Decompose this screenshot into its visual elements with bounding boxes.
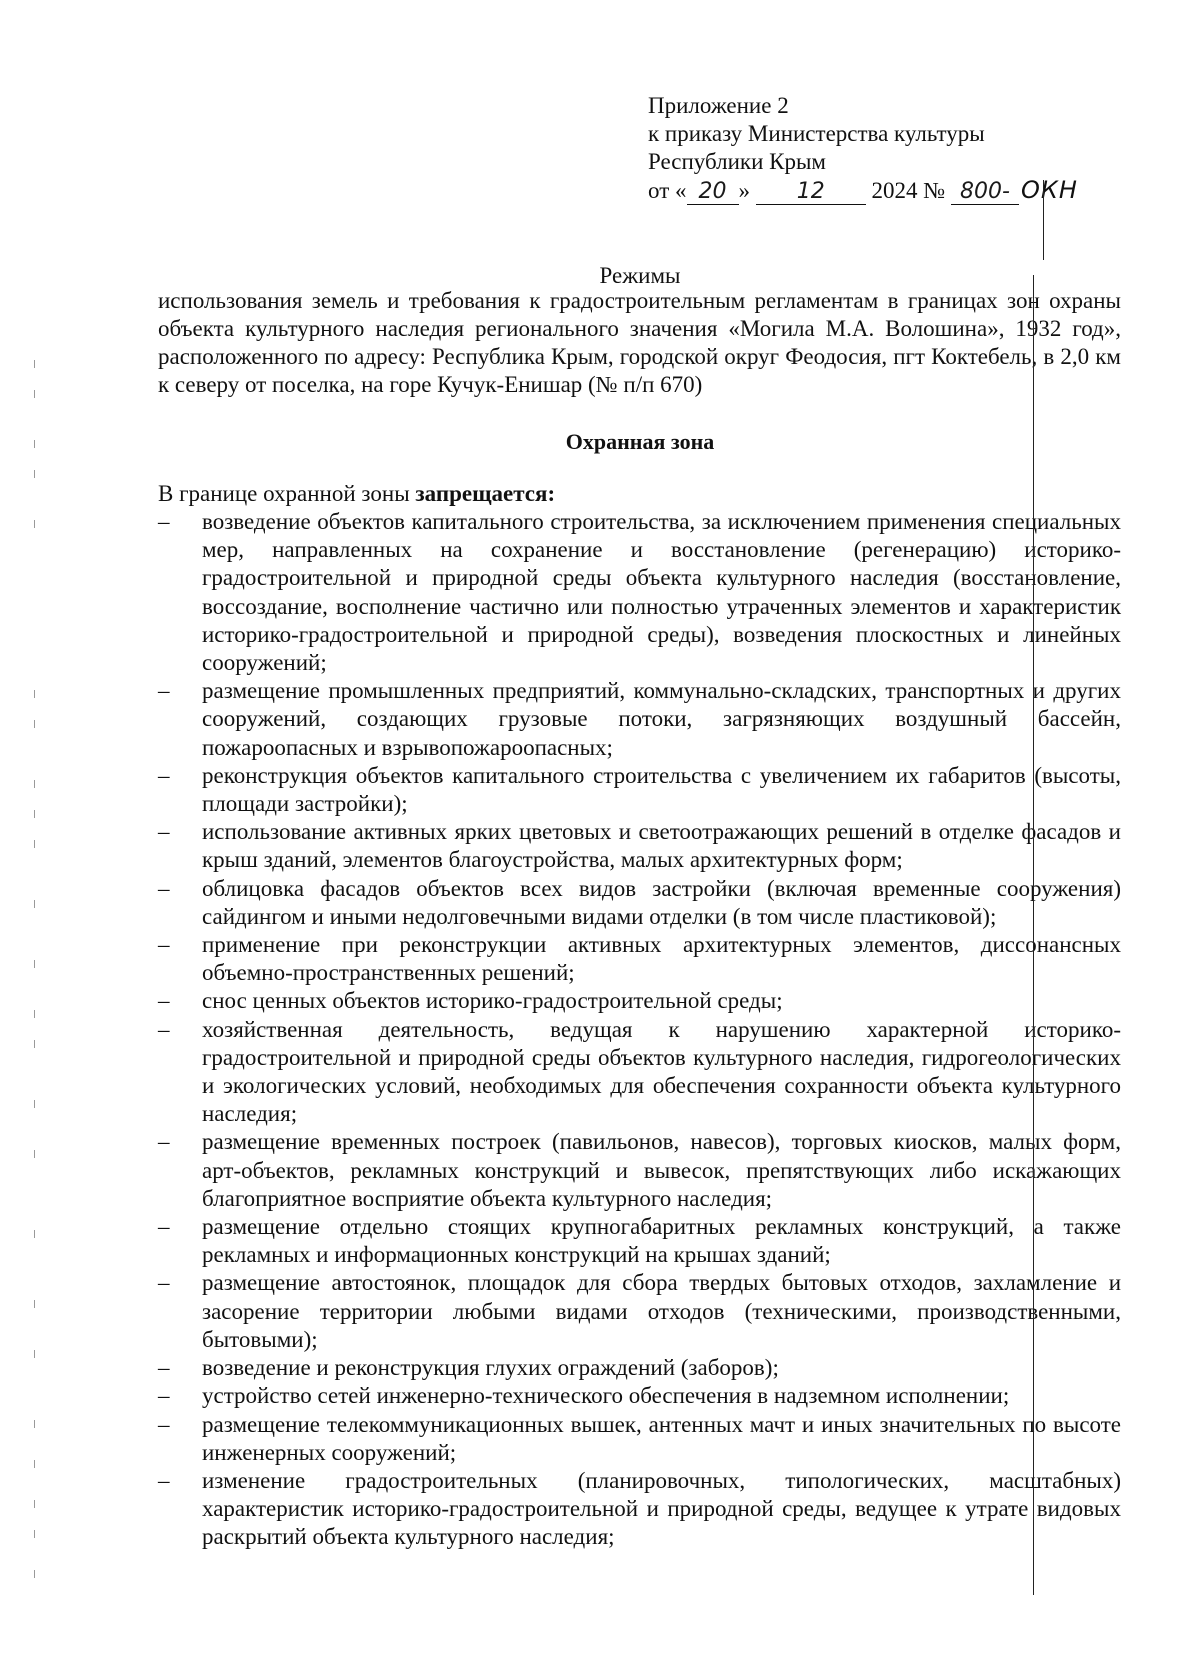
lead-sentence	[158, 480, 555, 508]
document-intro: использования земель и требования к градостроительным регламентам в границах зон охраны объекта культурного наследия регионального значения «Могила М.А. Волошина», 1932 год», расположенного по адресу: Республика Крым, городской округ Феодосия, пгт Коктебель, в 2,0 км к северу от поселка, на горе Кучук-Енишар (№ п/п 670)	[158, 288, 1121, 397]
lead-text: В границе охранной зоны	[158, 481, 416, 506]
section-heading: Охранная зона	[565, 429, 715, 454]
list-bullet: –	[158, 1016, 170, 1042]
appendix-line-2: к приказу Министерства культуры	[648, 121, 985, 146]
list-bullet: –	[158, 509, 170, 534]
list-bullet: –	[158, 1411, 170, 1437]
list-item	[158, 1213, 1121, 1269]
list-item-text: хозяйственная деятельность, ведущая к нарушению характерной историко-градостроительной и природной среды объектов культурного наследия, гидрогеологических и экологических условий, необходимых для обеспечения сохранности объекта культурного наследия;	[202, 1016, 1121, 1127]
scan-edge-mark	[34, 1010, 35, 1018]
list-item-text: размещение промышленных предприятий, коммунально-складских, транспортных и других сооружений, создающих грузовые потоки, загрязняющих воздушный бассейн, пожароопасных и взрывопожароопасных;	[202, 678, 1121, 760]
list-item	[158, 508, 1121, 677]
order-number-suffix: ОКН	[1020, 176, 1078, 204]
list-item	[158, 1382, 1121, 1410]
appendix-line-1: Приложение 2	[648, 93, 789, 118]
appendix-date-line	[648, 176, 1078, 205]
list-item-text: изменение градостроительных (планировочных, типологических, масштабных) характеристик историко-градостроительной и природной среды, ведущее к утрате видовых раскрытий объекта культурного наследия;	[202, 1467, 1121, 1550]
list-item-text: размещение временных построек (павильонов, навесов), торговых киосков, малых форм, арт-объектов, рекламных конструкций и вывесок, препятствующих либо искажающих благоприятное восприятие объекта культурного наследия;	[202, 1129, 1121, 1211]
list-item-text: размещение отдельно стоящих крупногабаритных рекламных конструкций, а также рекламных и информационных конструкций на крышах зданий;	[202, 1214, 1121, 1268]
scan-edge-mark	[34, 810, 35, 818]
scan-edge-mark	[34, 440, 35, 448]
list-item-text: размещение телекоммуникационных вышек, антенных мачт и иных значительных по высоте инженерных сооружений;	[202, 1411, 1121, 1465]
scan-edge-mark	[34, 1500, 35, 1508]
scan-edge-mark	[34, 1040, 35, 1048]
list-bullet: –	[158, 1129, 170, 1155]
list-bullet: –	[158, 1383, 170, 1409]
date-year: 2024 №	[871, 178, 946, 203]
scan-edge-mark	[34, 1570, 35, 1578]
date-quote-close: »	[738, 178, 750, 203]
scan-edge-mark	[34, 1100, 35, 1108]
list-item	[158, 1354, 1121, 1382]
list-item	[158, 1016, 1121, 1129]
list-bullet: –	[158, 932, 170, 958]
list-item	[158, 1269, 1121, 1354]
scan-edge-mark	[34, 1150, 35, 1158]
scan-edge-mark	[34, 1350, 35, 1358]
appendix-block	[648, 92, 1078, 205]
date-prefix: от «	[648, 178, 687, 203]
list-item-text: размещение автостоянок, площадок для сбора твердых бытовых отходов, захламление и засорение территории любыми видами отходов (техническими, производственными, бытовыми);	[202, 1270, 1121, 1352]
scan-edge-mark	[34, 1300, 35, 1308]
list-item	[158, 1128, 1121, 1213]
list-item-text: применение при реконструкции активных архитектурных элементов, диссонансных объемно-пространственных решений;	[202, 932, 1121, 986]
list-bullet: –	[158, 1467, 170, 1493]
list-item	[158, 762, 1121, 818]
list-item-text: облицовка фасадов объектов всех видов застройки (включая временные сооружения) сайдингом и иными недолговечными видами отделки (в том числе пластиковой);	[202, 875, 1121, 929]
scan-edge-mark	[34, 840, 35, 848]
list-bullet: –	[158, 988, 170, 1014]
scan-edge-mark	[34, 1530, 35, 1538]
list-item	[158, 1467, 1121, 1552]
list-bullet: –	[158, 875, 170, 901]
order-number: 800-	[951, 180, 1019, 205]
list-item-text: возведение объектов капитального строительства, за исключением применения специальных мер, направленных на сохранение и восстановление (регенерацию) историко-градостроительной и природной среды объекта культурного наследия (восстановление, воссоздание, восполнение частично или полностью утраченных элементов и характеристик историко-градостроительной и природной среды), возведения плоскостных и линейных сооружений;	[202, 509, 1121, 676]
list-item	[158, 987, 1121, 1015]
scan-edge-mark	[34, 1230, 35, 1238]
list-bullet: –	[158, 819, 170, 845]
scan-vertical-line-top	[1043, 180, 1044, 260]
list-item-text: возведение и реконструкция глухих ограждений (заборов);	[202, 1355, 779, 1381]
scan-edge-mark	[34, 690, 35, 698]
list-item	[158, 875, 1121, 931]
scan-edge-mark	[34, 720, 35, 728]
scan-edge-mark	[34, 470, 35, 478]
list-item-text: снос ценных объектов историко-градостроительной среды;	[202, 988, 783, 1014]
list-item-text: использование активных ярких цветовых и светоотражающих решений в отделке фасадов и крыш зданий, элементов благоустройства, малых архитектурных форм;	[202, 819, 1121, 873]
list-item	[158, 677, 1121, 762]
scan-edge-mark	[34, 360, 35, 368]
scan-vertical-line	[1033, 275, 1034, 1595]
scan-edge-mark	[34, 1420, 35, 1428]
list-bullet: –	[158, 1355, 170, 1381]
lead-emphasis: запрещается:	[415, 481, 556, 506]
list-item-text: реконструкция объектов капитального строительства с увеличением их габаритов (высоты, площади застройки);	[202, 762, 1121, 817]
list-bullet: –	[158, 1214, 170, 1240]
list-item-text: устройство сетей инженерно-технического обеспечения в надземном исполнении;	[202, 1383, 1010, 1409]
scan-edge-mark	[34, 960, 35, 968]
list-bullet: –	[158, 678, 170, 704]
date-day: 20	[687, 180, 739, 205]
appendix-line-3: Республики Крым	[648, 149, 826, 174]
prohibitions-list	[158, 508, 1121, 1552]
date-month: 12	[756, 180, 866, 205]
scan-edge-mark	[34, 1460, 35, 1468]
document-title: Режимы	[599, 263, 681, 288]
scan-edge-mark	[34, 390, 35, 398]
list-bullet: –	[158, 1270, 170, 1296]
list-item	[158, 818, 1121, 874]
list-item	[158, 931, 1121, 987]
scan-edge-mark	[34, 900, 35, 908]
list-item	[158, 1411, 1121, 1467]
scan-edge-mark	[34, 780, 35, 788]
scan-edge-mark	[34, 520, 35, 528]
list-bullet: –	[158, 762, 170, 788]
